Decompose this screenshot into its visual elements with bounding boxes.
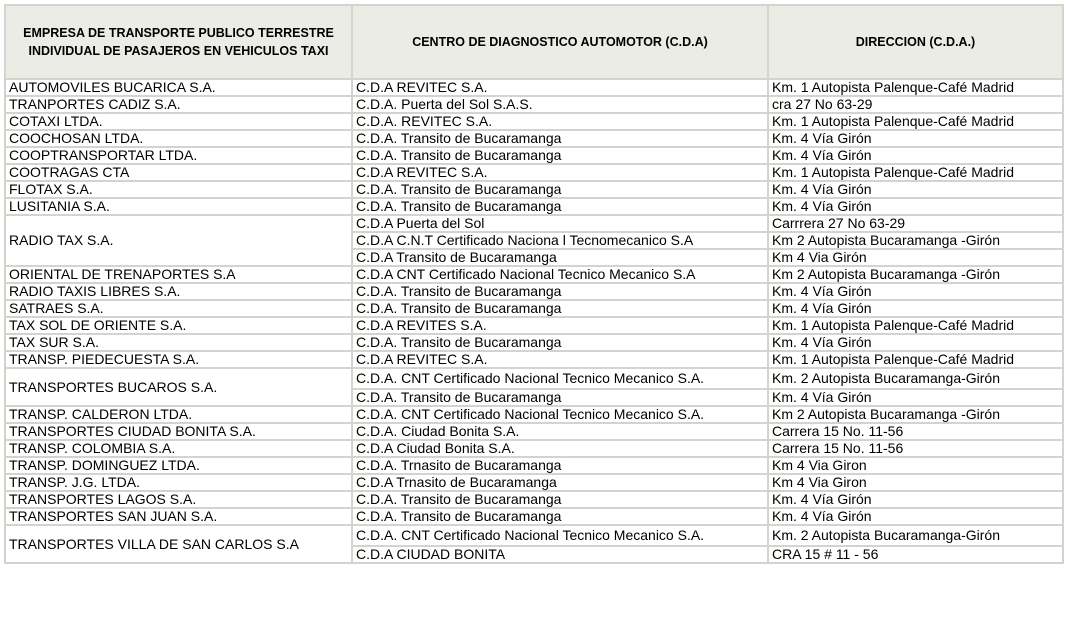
table-row	[5, 491, 1063, 508]
address-cell: CRA 15 # 11 - 56	[768, 546, 1063, 563]
address-cell: Km. 4 Vía Girón	[768, 181, 1063, 198]
table-row	[5, 368, 1063, 389]
address-cell: Km 2 Autopista Bucaramanga -Girón	[768, 232, 1063, 249]
table-row	[5, 96, 1063, 113]
company-cell: TRANSPORTES CIUDAD BONITA S.A.	[5, 423, 352, 440]
address-cell: Km. 4 Vía Girón	[768, 508, 1063, 525]
cda-cell: C.D.A. Transito de Bucaramanga	[352, 283, 768, 300]
cda-cell: C.D.A. REVITEC S.A.	[352, 113, 768, 130]
address-cell: Km 4 Via Girón	[768, 249, 1063, 266]
cda-cell: C.D.A. Transito de Bucaramanga	[352, 334, 768, 351]
cda-cell: C.D.A Trnasito de Bucaramanga	[352, 474, 768, 491]
address-cell: Carrera 15 No. 11-56	[768, 423, 1063, 440]
company-cell: ORIENTAL DE TRENAPORTES S.A	[5, 266, 352, 283]
cda-cell: C.D.A REVITEC S.A.	[352, 164, 768, 181]
company-cell: TRANSP. COLOMBIA S.A.	[5, 440, 352, 457]
cda-cell: C.D.A. Transito de Bucaramanga	[352, 130, 768, 147]
cda-cell: C.D.A REVITEC S.A.	[352, 79, 768, 96]
table-row	[5, 181, 1063, 198]
address-cell: Km 4 Via Giron	[768, 474, 1063, 491]
address-cell: Km. 2 Autopista Bucaramanga-Girón	[768, 525, 1063, 546]
company-cell: COOPTRANSPORTAR LTDA.	[5, 147, 352, 164]
company-cell: COOTRAGAS CTA	[5, 164, 352, 181]
company-cell: TRANSP. CALDERON LTDA.	[5, 406, 352, 423]
cda-table	[4, 4, 1064, 564]
address-cell: Km. 4 Vía Girón	[768, 198, 1063, 215]
company-cell: TRANSPORTES BUCAROS S.A.	[5, 368, 352, 406]
cda-cell: C.D.A. Transito de Bucaramanga	[352, 491, 768, 508]
table-row	[5, 474, 1063, 491]
company-cell: SATRAES S.A.	[5, 300, 352, 317]
address-cell: Km. 4 Vía Girón	[768, 334, 1063, 351]
company-cell: TRANSPORTES SAN JUAN S.A.	[5, 508, 352, 525]
table-row	[5, 113, 1063, 130]
address-cell: Km. 1 Autopista Palenque-Café Madrid	[768, 351, 1063, 368]
table-row	[5, 406, 1063, 423]
cda-cell: C.D.A. Transito de Bucaramanga	[352, 389, 768, 406]
cda-cell: C.D.A. Transito de Bucaramanga	[352, 508, 768, 525]
cda-cell: C.D.A Ciudad Bonita S.A.	[352, 440, 768, 457]
address-cell: Carrera 15 No. 11-56	[768, 440, 1063, 457]
company-cell: TRANSPORTES VILLA DE SAN CARLOS S.A	[5, 525, 352, 563]
address-cell: Km. 4 Vía Girón	[768, 491, 1063, 508]
cda-cell: C.D.A. Ciudad Bonita S.A.	[352, 423, 768, 440]
cda-cell: C.D.A CIUDAD BONITA	[352, 546, 768, 563]
cda-cell: C.D.A. Transito de Bucaramanga	[352, 300, 768, 317]
address-cell: Km 2 Autopista Bucaramanga -Girón	[768, 406, 1063, 423]
table-row	[5, 300, 1063, 317]
cda-cell: C.D.A REVITEC S.A.	[352, 351, 768, 368]
cda-cell: C.D.A C.N.T Certificado Naciona l Tecnomecanico S.A	[352, 232, 768, 249]
table-row	[5, 164, 1063, 181]
cda-cell: C.D.A. Puerta del Sol S.A.S.	[352, 96, 768, 113]
address-cell: Km. 1 Autopista Palenque-Café Madrid	[768, 164, 1063, 181]
company-cell: FLOTAX S.A.	[5, 181, 352, 198]
table-row	[5, 440, 1063, 457]
address-cell: cra 27 No 63-29	[768, 96, 1063, 113]
address-cell: Km. 4 Vía Girón	[768, 283, 1063, 300]
company-cell: TRANSP. J.G. LTDA.	[5, 474, 352, 491]
table-row	[5, 147, 1063, 164]
company-cell: TRANPORTES CADIZ S.A.	[5, 96, 352, 113]
company-cell: COOCHOSAN LTDA.	[5, 130, 352, 147]
address-cell: Km. 1 Autopista Palenque-Café Madrid	[768, 79, 1063, 96]
cda-cell: C.D.A CNT Certificado Nacional Tecnico Mecanico S.A	[352, 266, 768, 283]
company-cell: LUSITANIA S.A.	[5, 198, 352, 215]
table-row	[5, 351, 1063, 368]
address-cell: Km 2 Autopista Bucaramanga -Girón	[768, 266, 1063, 283]
table-row	[5, 130, 1063, 147]
table-row	[5, 79, 1063, 96]
cda-cell: C.D.A REVITES S.A.	[352, 317, 768, 334]
address-cell: Km 4 Via Giron	[768, 457, 1063, 474]
company-cell: RADIO TAXIS LIBRES S.A.	[5, 283, 352, 300]
address-cell: Km. 1 Autopista Palenque-Café Madrid	[768, 317, 1063, 334]
table-row	[5, 317, 1063, 334]
address-cell: Km. 4 Vía Girón	[768, 147, 1063, 164]
table-row	[5, 423, 1063, 440]
table-row	[5, 266, 1063, 283]
cda-cell: C.D.A. Trnasito de Bucaramanga	[352, 457, 768, 474]
table-row	[5, 334, 1063, 351]
address-cell: Km. 4 Vía Girón	[768, 300, 1063, 317]
table-body	[5, 79, 1063, 563]
table-row	[5, 215, 1063, 232]
cda-cell: C.D.A. CNT Certificado Nacional Tecnico Mecanico S.A.	[352, 525, 768, 546]
cda-cell: C.D.A. Transito de Bucaramanga	[352, 181, 768, 198]
address-cell: Km. 1 Autopista Palenque-Café Madrid	[768, 113, 1063, 130]
company-cell: TAX SUR S.A.	[5, 334, 352, 351]
table-row	[5, 508, 1063, 525]
cda-cell: C.D.A. Transito de Bucaramanga	[352, 198, 768, 215]
company-cell: AUTOMOVILES BUCARICA S.A.	[5, 79, 352, 96]
address-cell: Km. 2 Autopista Bucaramanga-Girón	[768, 368, 1063, 389]
address-cell: Km. 4 Vía Girón	[768, 389, 1063, 406]
company-cell: COTAXI LTDA.	[5, 113, 352, 130]
table-header-row	[5, 5, 1063, 79]
cda-cell: C.D.A. CNT Certificado Nacional Tecnico Mecanico S.A.	[352, 406, 768, 423]
cda-cell: C.D.A. Transito de Bucaramanga	[352, 147, 768, 164]
table-row	[5, 198, 1063, 215]
table-row	[5, 457, 1063, 474]
cda-cell: C.D.A Puerta del Sol	[352, 215, 768, 232]
table-row	[5, 525, 1063, 546]
address-cell: Km. 4 Vía Girón	[768, 130, 1063, 147]
company-cell: RADIO TAX S.A.	[5, 215, 352, 266]
address-cell: Carrrera 27 No 63-29	[768, 215, 1063, 232]
table-row	[5, 283, 1063, 300]
company-cell: TAX SOL DE ORIENTE S.A.	[5, 317, 352, 334]
header-cda: CENTRO DE DIAGNOSTICO AUTOMOTOR (C.D.A)	[352, 5, 768, 79]
company-cell: TRANSPORTES LAGOS S.A.	[5, 491, 352, 508]
company-cell: TRANSP. DOMINGUEZ LTDA.	[5, 457, 352, 474]
header-address: DIRECCION (C.D.A.)	[768, 5, 1063, 79]
company-cell: TRANSP. PIEDECUESTA S.A.	[5, 351, 352, 368]
cda-cell: C.D.A. CNT Certificado Nacional Tecnico Mecanico S.A.	[352, 368, 768, 389]
cda-cell: C.D.A Transito de Bucaramanga	[352, 249, 768, 266]
header-company: EMPRESA DE TRANSPORTE PUBLICO TERRESTRE INDIVIDUAL DE PASAJEROS EN VEHICULOS TAXI	[5, 5, 352, 79]
